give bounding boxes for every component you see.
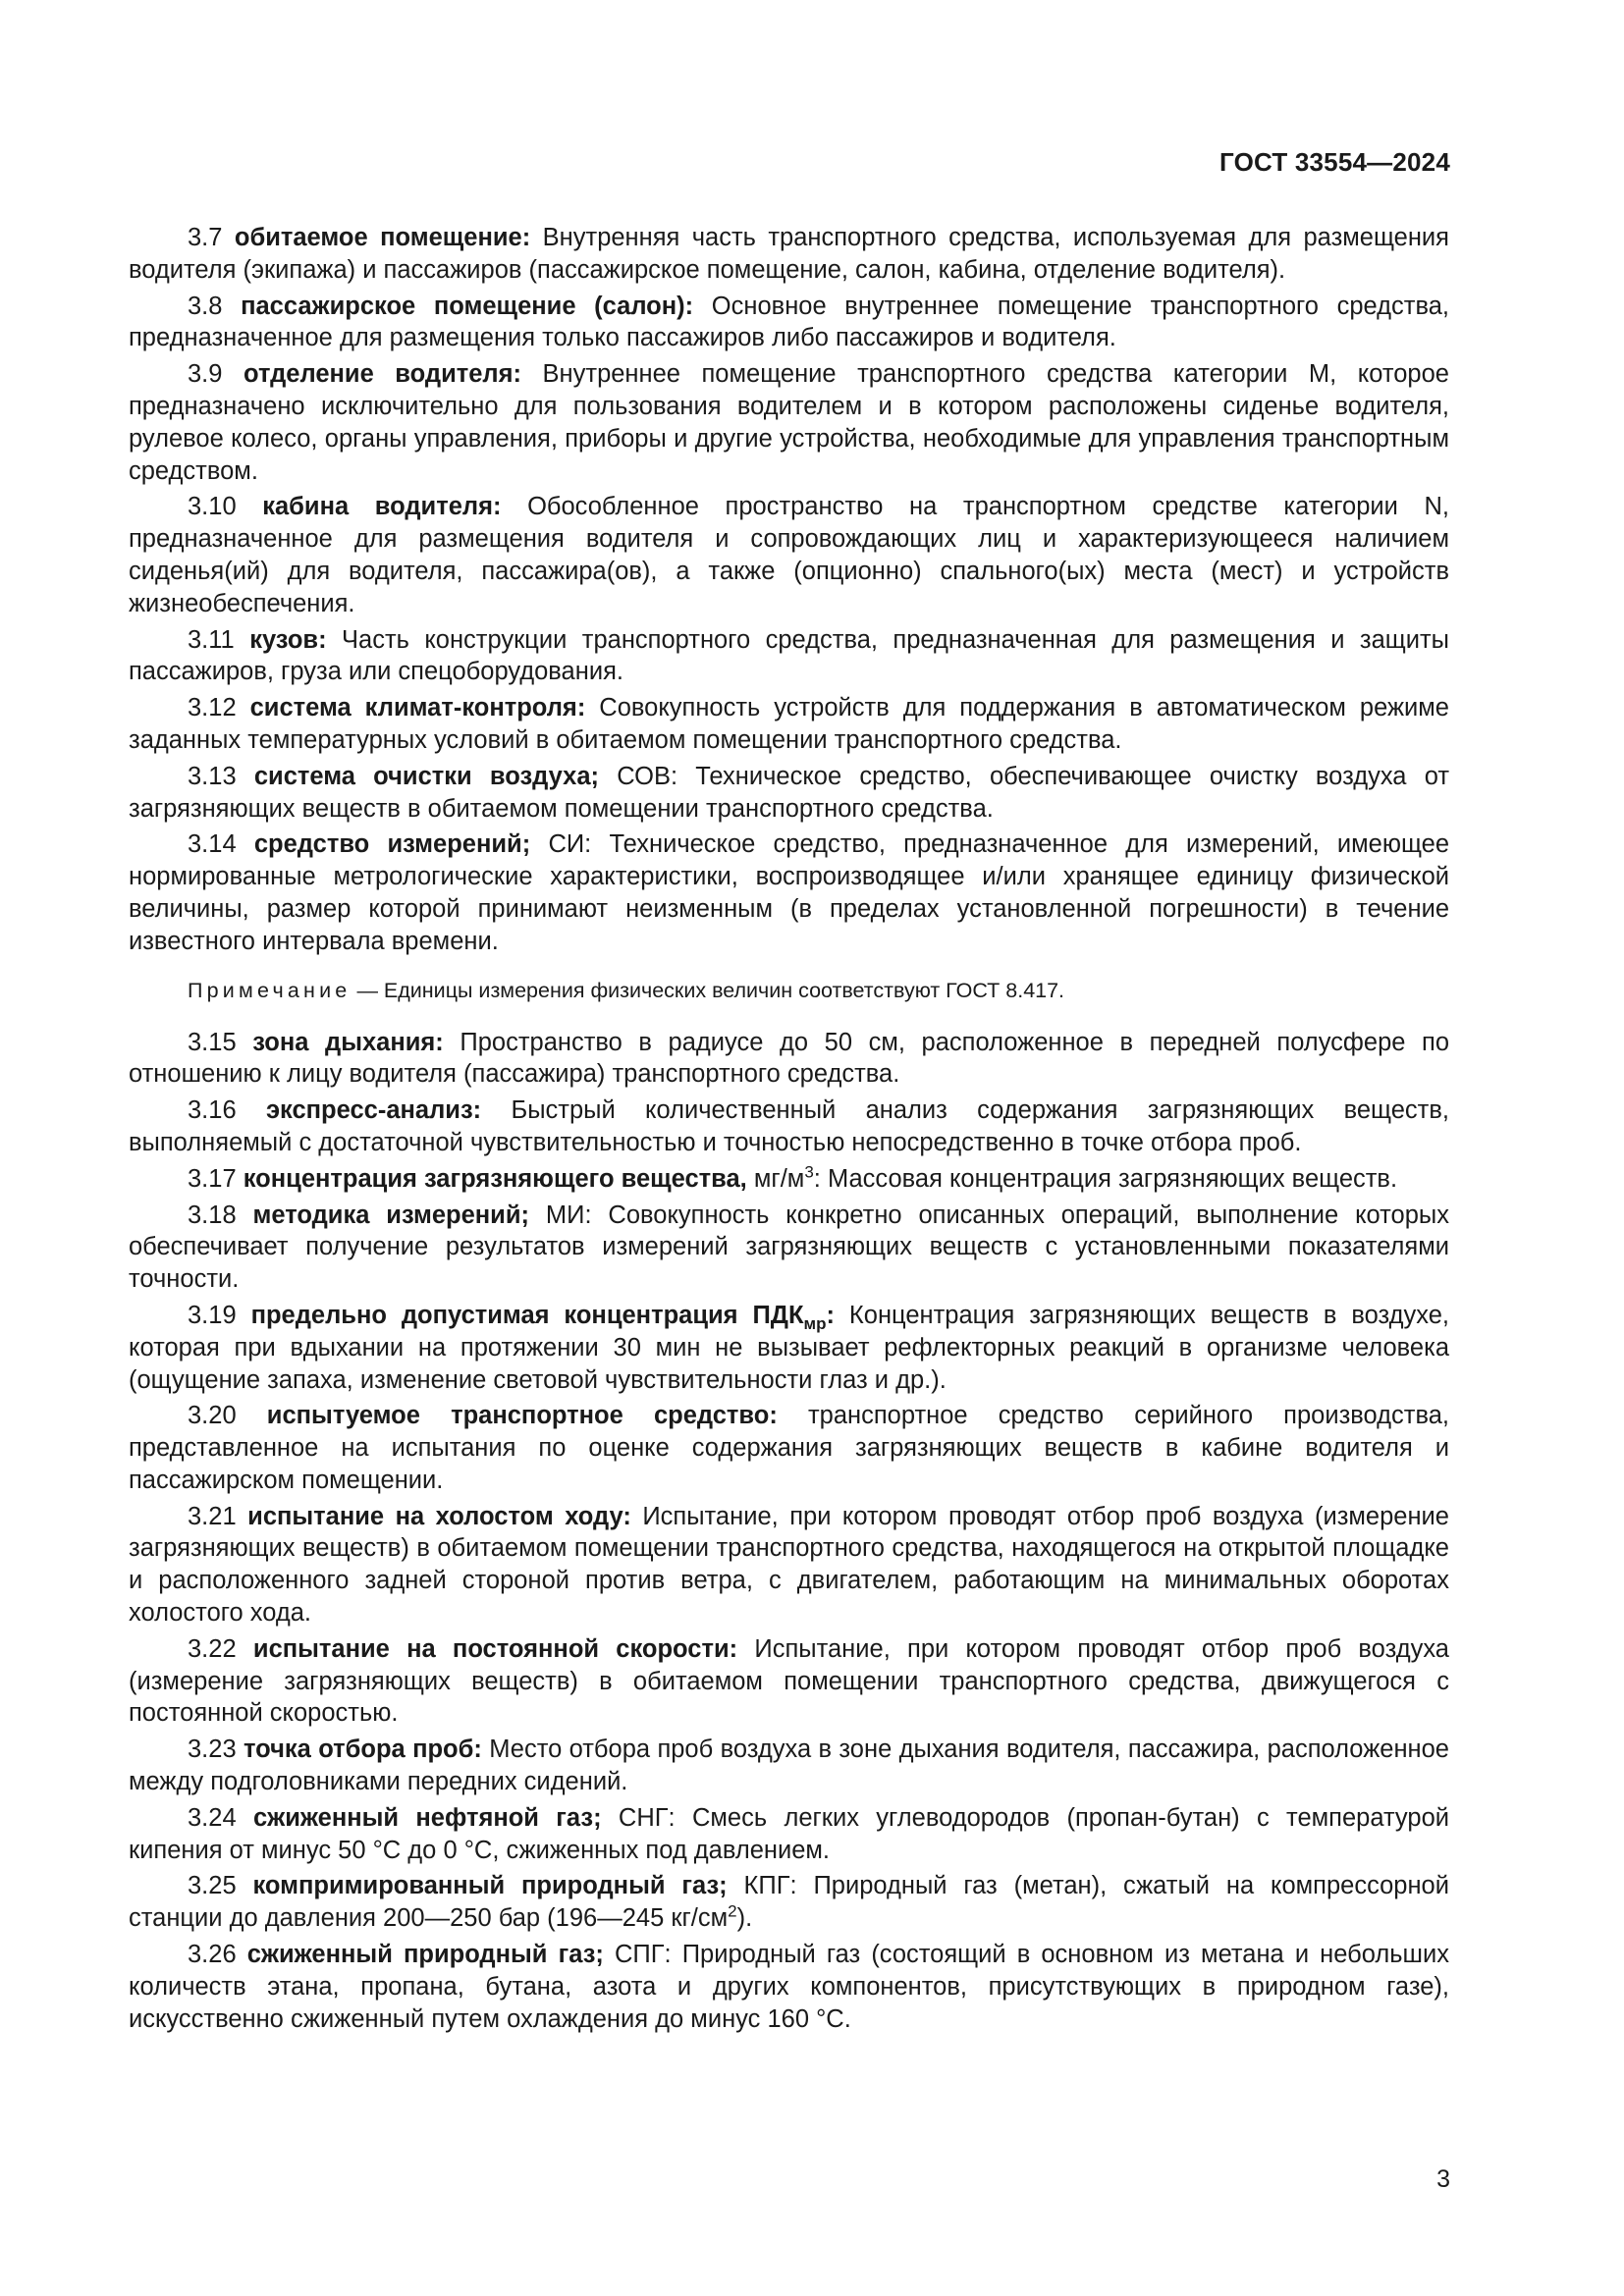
definition-term: испытание на постоянной скорости: xyxy=(252,1634,738,1663)
definition-term: концентрация загрязняющего вещества, xyxy=(243,1164,747,1193)
definition-3-13 xyxy=(129,761,1449,826)
note-label: Примечание xyxy=(188,978,352,1002)
term-subscript: мр xyxy=(803,1314,827,1333)
definition-number: 3.13 xyxy=(188,762,237,790)
definition-text: Внутренняя часть транспортного средства, используемая для размещения водителя (экипажа) и пассажиров (пассажирское помещение, салон, кабина, отделение водителя). xyxy=(129,224,1449,284)
definition-text: Основное внутреннее помещение транспортного средства, предназначенное для размещения только пассажиров либо пассажиров и водителя. xyxy=(129,292,1449,352)
definition-number: 3.20 xyxy=(188,1402,237,1430)
definition-3-26 xyxy=(129,1939,1449,2035)
definition-term: отделение водителя: xyxy=(244,360,521,389)
definition-term: точка отбора проб: xyxy=(244,1735,482,1764)
definition-text: Испытание, при котором проводят отбор проб воздуха (измерение загрязняющих веществ) в обитаемом помещении транспортного средства, находящегося на открытой площадке и расположенного задней стороной против ветра, с двигателем, работающим на минимальных оборотах холостого хода. xyxy=(129,1502,1449,1628)
definition-3-24 xyxy=(129,1802,1449,1867)
definition-term: кузов: xyxy=(249,625,327,654)
definition-term: кабина водителя: xyxy=(262,493,502,521)
unit-superscript: 3 xyxy=(804,1162,814,1182)
definition-number: 3.18 xyxy=(188,1201,237,1229)
definition-text: Место отбора проб воздуха в зоне дыхания водителя, пассажира, расположенное между подголовниками передних сидений. xyxy=(129,1735,1449,1796)
definition-text-end: ). xyxy=(736,1904,753,1933)
definition-number: 3.24 xyxy=(188,1803,237,1832)
definition-number: 3.14 xyxy=(188,830,237,859)
page-number: 3 xyxy=(1436,2165,1450,2193)
definition-text: СИ: Техническое средство, предназначенное для измерений, имеющее нормированные метрологические характеристики, воспроизводящее и/или хранящее единицу физической величины, размер которой принимают неизменным (в пределах установленной погрешности) в течение известного интервала времени. xyxy=(129,830,1450,955)
definition-term: сжиженный нефтяной газ; xyxy=(252,1803,602,1832)
definition-3-16 xyxy=(129,1095,1449,1159)
definition-text: Пространство в радиусе до 50 см, расположенное в передней полусфере по отношению к лицу водителя (пассажира) транспортного средства. xyxy=(129,1028,1450,1089)
definition-term: система очистки воздуха; xyxy=(253,762,600,790)
definition-text: КПГ: Природный газ (метан), сжатый на компрессорной станции до давления 200—250 бар (196—245 кг/см xyxy=(129,1872,1449,1933)
definition-number: 3.21 xyxy=(188,1502,237,1530)
note xyxy=(129,976,1449,1005)
note-text: — Единицы измерения физических величин соответствуют ГОСТ 8.417. xyxy=(356,978,1065,1002)
definition-number: 3.15 xyxy=(188,1028,237,1056)
definition-text: : Массовая концентрация загрязняющих веществ. xyxy=(813,1164,1398,1193)
definition-number: 3.19 xyxy=(188,1301,237,1329)
definition-text: Часть конструкции транспортного средства, предназначенная для размещения и защиты пассажиров, груза или спецоборудования. xyxy=(129,625,1449,686)
definition-3-9 xyxy=(129,358,1449,487)
definition-number: 3.23 xyxy=(188,1735,237,1764)
definition-text: СПГ: Природный газ (состоящий в основном из метана и небольших количеств этана, пропана, бутана, азота и других компонентов, присутствующих в природном газе), искусственно сжиженный путем охлаждения до минус 160 °С. xyxy=(129,1941,1449,2033)
definition-number: 3.16 xyxy=(188,1096,237,1125)
term-main: предельно допустимая концентрация ПДК xyxy=(250,1301,804,1329)
definition-number: 3.11 xyxy=(188,625,235,654)
definition-number: 3.17 xyxy=(188,1164,237,1193)
definition-number: 3.10 xyxy=(188,493,237,521)
definition-term: пассажирское помещение (салон): xyxy=(241,292,694,320)
definition-number: 3.8 xyxy=(188,292,223,320)
definition-term: испытуемое транспортное средство: xyxy=(266,1402,778,1430)
definition-text: СНГ: Смесь легких углеводородов (пропан-бутан) с температурой кипения от минус 50 °С до 0 °С, сжиженных под давлением. xyxy=(129,1803,1449,1864)
definition-text: Внутреннее помещение транспортного средства категории М, которое предназначено исключительно для пользования водителем и в котором расположены сиденье водителя, рулевое колесо, органы управления, приборы и другие устройства, необходимые для управления транспортным средством. xyxy=(129,360,1449,485)
definition-3-22 xyxy=(129,1633,1449,1730)
definition-number: 3.22 xyxy=(188,1634,237,1663)
definition-term: компримированный природный газ; xyxy=(252,1872,728,1900)
definition-term: обитаемое помещение: xyxy=(234,224,531,251)
definition-text: Испытание, при котором проводят отбор проб воздуха (измерение загрязняющих веществ) в обитаемом помещении транспортного средства, движущегося с постоянной скоростью. xyxy=(129,1634,1449,1728)
definition-text: Совокупность устройств для поддержания в автоматическом режиме заданных температурных условий в обитаемом помещении транспортного средства. xyxy=(129,694,1449,754)
definition-3-21 xyxy=(129,1501,1449,1629)
definition-3-15 xyxy=(129,1027,1449,1092)
definition-3-19 xyxy=(129,1300,1449,1396)
definition-3-17 xyxy=(129,1163,1449,1196)
definition-term: сжиженный природный газ; xyxy=(246,1941,604,1969)
definition-3-12 xyxy=(129,692,1449,757)
definition-text: СОВ: Техническое средство, обеспечивающее очистку воздуха от загрязняющих веществ в обитаемом помещении транспортного средства. xyxy=(129,762,1450,823)
definition-term: методика измерений; xyxy=(252,1201,530,1229)
definition-number: 3.12 xyxy=(188,694,237,722)
definition-text: Концентрация загрязняющих веществ в воздухе, которая при вдыхании на протяжении 30 мин не вызывает рефлекторных реакций в организме человека (ощущение запаха, изменение световой чувствительности глаз и др.). xyxy=(129,1301,1450,1394)
definition-3-8 xyxy=(129,291,1449,355)
term-colon: : xyxy=(826,1301,835,1329)
definition-3-7 xyxy=(129,222,1449,287)
definition-unit: мг/м xyxy=(753,1164,805,1193)
definition-term: средство измерений; xyxy=(253,830,531,859)
definition-text: МИ: Совокупность конкретно описанных операций, выполнение которых обеспечивает получение результатов измерений загрязняющих веществ с установленными показателями точности. xyxy=(129,1201,1449,1294)
definition-number: 3.25 xyxy=(188,1872,237,1900)
definition-3-20 xyxy=(129,1400,1449,1496)
definition-number: 3.9 xyxy=(188,360,223,389)
definition-3-10 xyxy=(129,491,1449,619)
definition-number: 3.7 xyxy=(188,224,223,251)
definition-term: система климат-контроля: xyxy=(249,694,586,722)
definition-term: зона дыхания: xyxy=(252,1028,444,1056)
definition-number: 3.26 xyxy=(188,1941,237,1969)
document-code: ГОСТ 33554—2024 xyxy=(1219,147,1450,177)
definition-3-18 xyxy=(129,1200,1449,1296)
definition-term xyxy=(250,1301,835,1333)
definition-text: транспортное средство серийного производства, представленное на испытания по оценке содержания загрязняющих веществ в кабине водителя и пассажирском помещении. xyxy=(129,1402,1449,1494)
definitions-section xyxy=(129,222,1449,2039)
definition-3-11 xyxy=(129,624,1449,689)
definition-text: Обособленное пространство на транспортном средстве категории N, предназначенное для размещения водителя и сопровождающих лиц и характеризующееся наличием сиденья(ий) для водителя, пассажира(ов), а также (опционно) спального(ых) места (мест) и устройств жизнеобеспечения. xyxy=(129,493,1449,617)
definition-3-23 xyxy=(129,1734,1449,1798)
definition-text: Быстрый количественный анализ содержания загрязняющих веществ, выполняемый с достаточной чувствительностью и точностью непосредственно в точке отбора проб. xyxy=(129,1096,1449,1156)
definition-3-14 xyxy=(129,828,1449,957)
definition-term: экспресс-анализ: xyxy=(265,1096,482,1125)
definition-term: испытание на холостом ходу: xyxy=(247,1502,631,1530)
text-superscript: 2 xyxy=(728,1901,737,1921)
definition-3-25 xyxy=(129,1870,1449,1935)
